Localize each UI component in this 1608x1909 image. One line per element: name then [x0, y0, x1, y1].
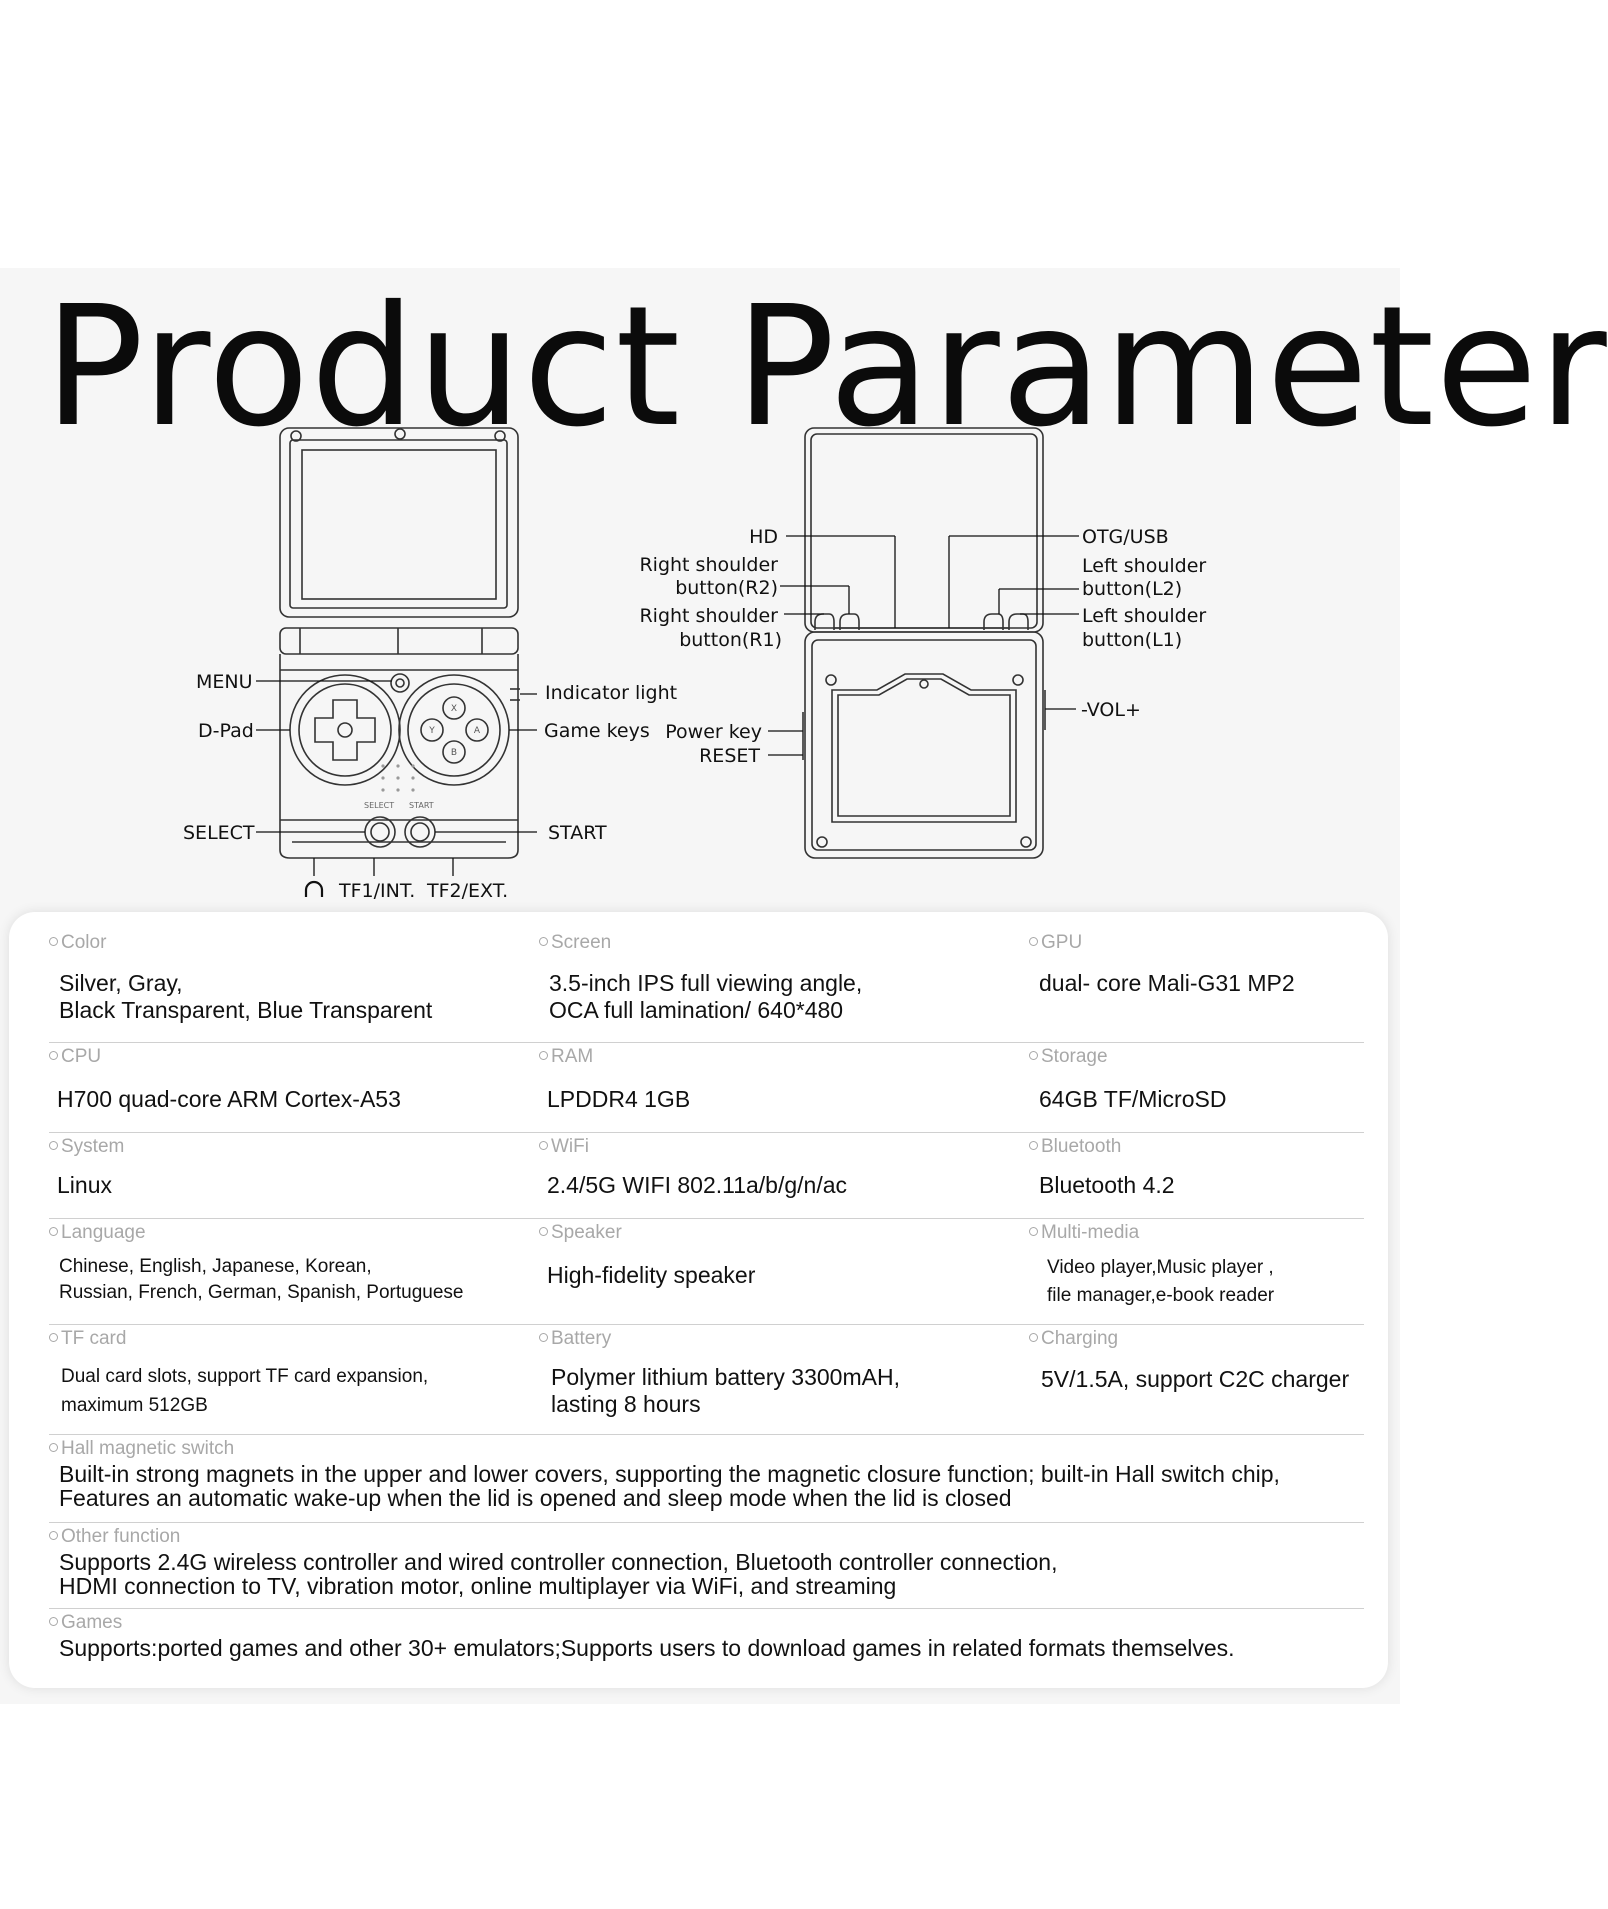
spec-label: Bluetooth [1029, 1136, 1121, 1158]
back-upper-lid [805, 428, 1043, 632]
spec-value: Bluetooth 4.2 [1039, 1172, 1175, 1198]
button-a-letter: A [473, 726, 481, 736]
button-y-letter: Y [429, 726, 435, 736]
label-volume: -VOL+ [1081, 699, 1141, 721]
front-lower-body [280, 654, 518, 858]
label-tf2: TF2/EXT. [427, 880, 509, 902]
spec-label: WiFi [539, 1136, 589, 1158]
label-l1-line2: button(L1) [1082, 629, 1183, 651]
spec-value: Silver, Gray, Black Transparent, Blue Transparent [59, 970, 433, 1023]
spec-label: Screen [539, 932, 611, 954]
label-tf1: TF1/INT. [339, 880, 416, 902]
tiny-start-label: START [409, 801, 434, 810]
speaker-dots [381, 764, 414, 791]
label-start: START [548, 822, 607, 844]
label-otg-usb: OTG/USB [1082, 526, 1169, 548]
spec-value: High-fidelity speaker [547, 1262, 756, 1288]
spec-label: Battery [539, 1328, 611, 1350]
label-r2-line2: button(R2) [675, 577, 778, 599]
spec-label: CPU [49, 1046, 101, 1068]
button-b-letter: B [450, 748, 458, 758]
label-r1-line2: button(R1) [679, 629, 782, 651]
spec-row [49, 1218, 1364, 1325]
label-r1-line1: Right shoulder [639, 605, 778, 627]
page-title: Product Parameter [44, 271, 1608, 464]
label-select: SELECT [183, 822, 255, 844]
label-indicator-light: Indicator light [545, 682, 678, 704]
dpad-shape [290, 675, 400, 785]
label-reset: RESET [699, 745, 760, 767]
spec-row [49, 1434, 1364, 1523]
spec-label: Multi-media [1029, 1222, 1139, 1244]
spec-value: 5V/1.5A, support C2C charger [1041, 1366, 1350, 1392]
spec-value: Polymer lithium battery 3300mAH, lasting 8 hours [551, 1364, 900, 1417]
spec-label: Speaker [539, 1222, 622, 1244]
spec-label: Games [49, 1612, 122, 1634]
spec-row [49, 1042, 1364, 1133]
label-r2-line1: Right shoulder [639, 554, 778, 576]
spec-row [49, 1324, 1364, 1435]
spec-label: Other function [49, 1526, 180, 1548]
label-dpad: D-Pad [198, 720, 254, 742]
spec-value: LPDDR4 1GB [547, 1086, 691, 1112]
spec-value: Dual card slots, support TF card expansion, maximum 512GB [61, 1366, 429, 1416]
spec-row [49, 1608, 1364, 1678]
spec-value: Supports 2.4G wireless controller and wired controller connection, Bluetooth controller connection, HDMI connection to TV, vibration motor, online multiplayer via WiFi, and streaming [59, 1549, 1058, 1599]
spec-value: H700 quad-core ARM Cortex-A53 [57, 1086, 401, 1112]
spec-row [49, 1522, 1364, 1609]
spec-row [49, 928, 1364, 1043]
spec-label: Language [49, 1222, 146, 1244]
label-l1-line1: Left shoulder [1082, 605, 1207, 627]
spec-label: RAM [539, 1046, 593, 1068]
spec-value: Supports:ported games and other 30+ emulators;Supports users to download games in related formats themselves. [59, 1635, 1235, 1661]
spec-label: Color [49, 932, 106, 954]
spec-row [49, 1132, 1364, 1219]
spec-value: Chinese, English, Japanese, Korean, Russian, French, German, Spanish, Portuguese [59, 1256, 464, 1303]
spec-table [9, 912, 1388, 1688]
spec-value: Linux [57, 1172, 112, 1198]
label-l2-line2: button(L2) [1082, 578, 1183, 600]
face-buttons-shape [399, 675, 509, 785]
label-hd: HD [749, 526, 778, 548]
spec-label: Charging [1029, 1328, 1118, 1350]
front-upper-lid [280, 428, 518, 617]
spec-label: System [49, 1136, 124, 1158]
spec-value: 2.4/5G WIFI 802.11a/b/g/n/ac [547, 1172, 848, 1198]
menu-button-inner [396, 679, 404, 687]
tiny-select-label: SELECT [364, 801, 395, 810]
spec-value: dual- core Mali-G31 MP2 [1039, 970, 1295, 996]
spec-value: 3.5-inch IPS full viewing angle, OCA full lamination/ 640*480 [549, 970, 863, 1023]
spec-label: Storage [1029, 1046, 1108, 1068]
front-hinge [280, 628, 518, 654]
label-power-key: Power key [665, 721, 762, 743]
label-game-keys: Game keys [544, 720, 650, 742]
label-l2-line1: Left shoulder [1082, 555, 1207, 577]
device-diagram [0, 0, 1400, 910]
button-x-letter: X [450, 704, 458, 714]
spec-value: 64GB TF/MicroSD [1039, 1086, 1227, 1112]
shoulder-buttons-shape [815, 614, 1028, 630]
spec-label: Hall magnetic switch [49, 1438, 234, 1460]
spec-value: Video player,Music player , file manager,e-book reader [1047, 1257, 1275, 1306]
label-menu: MENU [196, 671, 253, 693]
spec-label: GPU [1029, 932, 1082, 954]
spec-value: Built-in strong magnets in the upper and lower covers, supporting the magnetic closure function; built-in Hall switch chip, Features an automatic wake-up when the lid is opened and sleep mode when the lid is closed [59, 1461, 1280, 1511]
spec-label: TF card [49, 1328, 126, 1350]
back-lower-body [805, 632, 1043, 858]
headphone-icon [306, 882, 322, 897]
menu-button-shape [391, 674, 409, 692]
